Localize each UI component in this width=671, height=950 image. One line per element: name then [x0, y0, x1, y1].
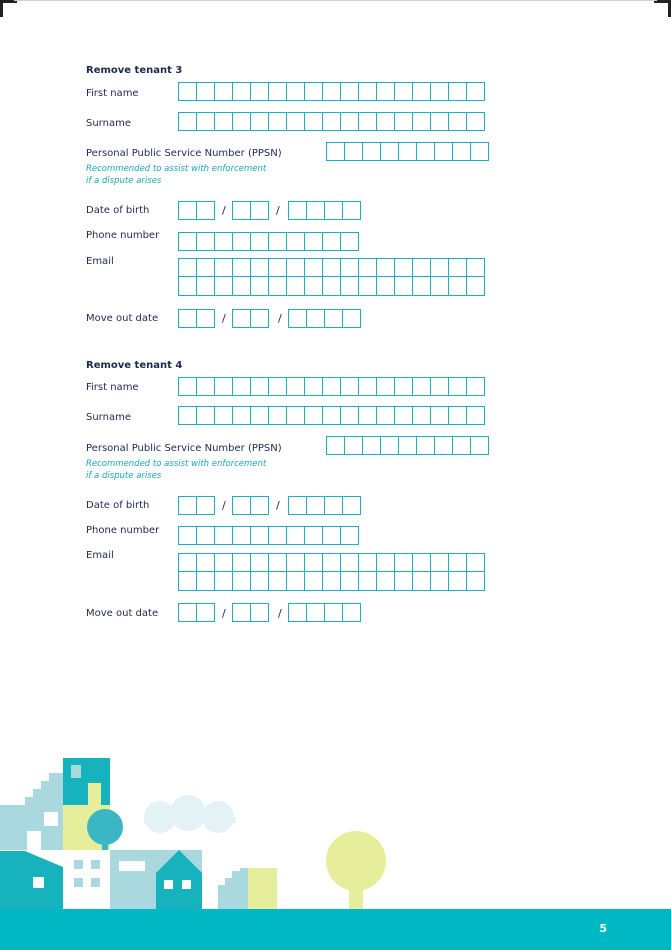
character-box[interactable]: [341, 553, 359, 572]
character-box[interactable]: [377, 82, 395, 101]
character-box[interactable]: [343, 603, 361, 622]
character-box[interactable]: [431, 406, 449, 425]
character-box[interactable]: [359, 82, 377, 101]
character-box[interactable]: [359, 572, 377, 591]
character-box[interactable]: [233, 258, 251, 277]
character-box[interactable]: [251, 603, 269, 622]
character-box[interactable]: [251, 258, 269, 277]
character-box[interactable]: [305, 112, 323, 131]
character-box[interactable]: [377, 572, 395, 591]
character-box[interactable]: [467, 258, 485, 277]
character-box[interactable]: [453, 436, 471, 455]
crop-mark-top-right: [654, 0, 671, 17]
character-box[interactable]: [435, 142, 453, 161]
character-box[interactable]: [325, 309, 343, 328]
tenant4-move-out-day[interactable]: [178, 603, 215, 622]
character-box[interactable]: [251, 496, 269, 515]
character-box[interactable]: [305, 277, 323, 296]
character-box[interactable]: [179, 82, 197, 101]
character-box[interactable]: [269, 526, 287, 545]
character-box[interactable]: [287, 406, 305, 425]
character-box[interactable]: [467, 82, 485, 101]
tenant4-surname-field[interactable]: [178, 406, 485, 425]
character-box[interactable]: [345, 142, 363, 161]
character-box[interactable]: [269, 377, 287, 396]
character-box[interactable]: [341, 258, 359, 277]
character-box[interactable]: [431, 572, 449, 591]
character-box[interactable]: [251, 406, 269, 425]
date-separator: /: [222, 607, 226, 620]
tenant4-email-field-row1[interactable]: [178, 553, 485, 572]
date-separator: /: [222, 312, 226, 325]
character-box[interactable]: [305, 82, 323, 101]
character-box[interactable]: [377, 258, 395, 277]
character-box[interactable]: [179, 201, 197, 220]
character-box[interactable]: [269, 232, 287, 251]
first-name-label: First name: [86, 382, 139, 393]
character-box[interactable]: [197, 82, 215, 101]
character-box[interactable]: [467, 553, 485, 572]
crop-mark-top-left: [0, 0, 17, 17]
character-box[interactable]: [289, 603, 307, 622]
tenant4-ppsn-field[interactable]: [326, 436, 489, 455]
character-box[interactable]: [395, 82, 413, 101]
tenant3-email-field-row2[interactable]: [178, 277, 485, 296]
character-box[interactable]: [197, 406, 215, 425]
tenant3-dob-year[interactable]: [288, 201, 361, 220]
character-box[interactable]: [179, 526, 197, 545]
character-box[interactable]: [179, 377, 197, 396]
character-box[interactable]: [327, 142, 345, 161]
character-box[interactable]: [179, 309, 197, 328]
character-box[interactable]: [287, 377, 305, 396]
character-box[interactable]: [449, 572, 467, 591]
character-box[interactable]: [179, 406, 197, 425]
character-box[interactable]: [359, 277, 377, 296]
character-box[interactable]: [197, 112, 215, 131]
character-box[interactable]: [215, 258, 233, 277]
character-box[interactable]: [323, 258, 341, 277]
character-box[interactable]: [307, 309, 325, 328]
character-box[interactable]: [413, 377, 431, 396]
character-box[interactable]: [323, 232, 341, 251]
character-box[interactable]: [467, 406, 485, 425]
tenant4-first-name-field[interactable]: [178, 377, 485, 396]
footer-band: [0, 909, 671, 950]
character-box[interactable]: [233, 277, 251, 296]
character-box[interactable]: [233, 112, 251, 131]
character-box[interactable]: [197, 377, 215, 396]
character-box[interactable]: [471, 142, 489, 161]
character-box[interactable]: [395, 377, 413, 396]
character-box[interactable]: [323, 82, 341, 101]
character-box[interactable]: [341, 232, 359, 251]
tenant4-dob-day[interactable]: [178, 496, 215, 515]
character-box[interactable]: [197, 309, 215, 328]
character-box[interactable]: [341, 112, 359, 131]
character-box[interactable]: [251, 112, 269, 131]
character-box[interactable]: [251, 526, 269, 545]
character-box[interactable]: [289, 496, 307, 515]
character-box[interactable]: [467, 377, 485, 396]
surname-label: Surname: [86, 118, 131, 129]
tenant3-move-out-day[interactable]: [178, 309, 215, 328]
tenant3-ppsn-field[interactable]: [326, 142, 489, 161]
character-box[interactable]: [345, 436, 363, 455]
first-name-label: First name: [86, 88, 139, 99]
character-box[interactable]: [287, 258, 305, 277]
character-box[interactable]: [467, 112, 485, 131]
date-separator: /: [222, 204, 226, 217]
character-box[interactable]: [269, 553, 287, 572]
character-box[interactable]: [269, 258, 287, 277]
ppsn-note-line1: Recommended to assist with enforcement: [86, 459, 267, 469]
ppsn-note-line2: if a dispute arises: [86, 176, 162, 186]
character-box[interactable]: [305, 232, 323, 251]
character-box[interactable]: [381, 436, 399, 455]
character-box[interactable]: [179, 258, 197, 277]
character-box[interactable]: [307, 496, 325, 515]
character-box[interactable]: [215, 572, 233, 591]
character-box[interactable]: [413, 112, 431, 131]
character-box[interactable]: [215, 526, 233, 545]
character-box[interactable]: [381, 142, 399, 161]
character-box[interactable]: [341, 82, 359, 101]
phone-number-label: Phone number: [86, 230, 160, 241]
character-box[interactable]: [323, 377, 341, 396]
character-box[interactable]: [215, 406, 233, 425]
character-box[interactable]: [305, 258, 323, 277]
character-box[interactable]: [467, 277, 485, 296]
date-separator: /: [276, 499, 280, 512]
character-box[interactable]: [377, 112, 395, 131]
character-box[interactable]: [179, 232, 197, 251]
character-box[interactable]: [215, 277, 233, 296]
tenant3-move-out-month[interactable]: [232, 309, 269, 328]
character-box[interactable]: [233, 572, 251, 591]
character-box[interactable]: [251, 201, 269, 220]
character-box[interactable]: [343, 309, 361, 328]
character-box[interactable]: [305, 572, 323, 591]
character-box[interactable]: [269, 572, 287, 591]
tenant3-dob-day[interactable]: [178, 201, 215, 220]
date-separator: /: [276, 204, 280, 217]
character-box[interactable]: [305, 553, 323, 572]
character-box[interactable]: [197, 553, 215, 572]
character-box[interactable]: [363, 142, 381, 161]
character-box[interactable]: [363, 436, 381, 455]
character-box[interactable]: [289, 201, 307, 220]
character-box[interactable]: [343, 201, 361, 220]
character-box[interactable]: [377, 277, 395, 296]
character-box[interactable]: [197, 603, 215, 622]
character-box[interactable]: [325, 496, 343, 515]
section-title-tenant-3: Remove tenant 3: [86, 65, 183, 76]
character-box[interactable]: [251, 309, 269, 328]
character-box[interactable]: [215, 377, 233, 396]
page-number: 5: [599, 922, 607, 935]
character-box[interactable]: [395, 258, 413, 277]
character-box[interactable]: [359, 406, 377, 425]
character-box[interactable]: [215, 553, 233, 572]
tenant4-move-out-month[interactable]: [232, 603, 269, 622]
character-box[interactable]: [431, 553, 449, 572]
character-box[interactable]: [269, 406, 287, 425]
character-box[interactable]: [233, 201, 251, 220]
move-out-date-label: Move out date: [86, 608, 159, 619]
character-box[interactable]: [395, 112, 413, 131]
tenant4-dob-year[interactable]: [288, 496, 361, 515]
character-box[interactable]: [251, 232, 269, 251]
character-box[interactable]: [233, 377, 251, 396]
character-box[interactable]: [287, 277, 305, 296]
character-box[interactable]: [449, 277, 467, 296]
tenant4-move-out-year[interactable]: [288, 603, 361, 622]
character-box[interactable]: [417, 436, 435, 455]
character-box[interactable]: [413, 406, 431, 425]
character-box[interactable]: [343, 496, 361, 515]
character-box[interactable]: [287, 526, 305, 545]
character-box[interactable]: [431, 82, 449, 101]
character-box[interactable]: [233, 553, 251, 572]
character-box[interactable]: [325, 603, 343, 622]
character-box[interactable]: [197, 258, 215, 277]
character-box[interactable]: [449, 406, 467, 425]
character-box[interactable]: [233, 526, 251, 545]
character-box[interactable]: [431, 277, 449, 296]
character-box[interactable]: [251, 553, 269, 572]
character-box[interactable]: [431, 112, 449, 131]
character-box[interactable]: [269, 112, 287, 131]
page-top-border: [14, 0, 657, 1]
character-box[interactable]: [215, 82, 233, 101]
character-box[interactable]: [341, 572, 359, 591]
character-box[interactable]: [197, 201, 215, 220]
character-box[interactable]: [179, 112, 197, 131]
character-box[interactable]: [323, 406, 341, 425]
character-box[interactable]: [359, 553, 377, 572]
character-box[interactable]: [179, 572, 197, 591]
ppsn-note-line2: if a dispute arises: [86, 471, 162, 481]
character-box[interactable]: [395, 406, 413, 425]
tenant3-phone-field[interactable]: [178, 232, 359, 251]
date-of-birth-label: Date of birth: [86, 500, 150, 511]
character-box[interactable]: [399, 142, 417, 161]
character-box[interactable]: [449, 112, 467, 131]
character-box[interactable]: [233, 309, 251, 328]
character-box[interactable]: [341, 406, 359, 425]
character-box[interactable]: [413, 258, 431, 277]
character-box[interactable]: [453, 142, 471, 161]
character-box[interactable]: [269, 277, 287, 296]
character-box[interactable]: [323, 572, 341, 591]
character-box[interactable]: [197, 277, 215, 296]
character-box[interactable]: [395, 277, 413, 296]
character-box[interactable]: [287, 82, 305, 101]
character-box[interactable]: [323, 553, 341, 572]
character-box[interactable]: [323, 112, 341, 131]
character-box[interactable]: [395, 572, 413, 591]
character-box[interactable]: [323, 277, 341, 296]
character-box[interactable]: [251, 377, 269, 396]
tenant4-dob-month[interactable]: [232, 496, 269, 515]
move-out-date-label: Move out date: [86, 313, 159, 324]
ppsn-label: Personal Public Service Number (PPSN): [86, 443, 282, 454]
character-box[interactable]: [287, 112, 305, 131]
character-box[interactable]: [197, 526, 215, 545]
character-box[interactable]: [395, 553, 413, 572]
character-box[interactable]: [233, 603, 251, 622]
character-box[interactable]: [413, 277, 431, 296]
tenant3-surname-field[interactable]: [178, 112, 485, 131]
character-box[interactable]: [305, 406, 323, 425]
character-box[interactable]: [287, 572, 305, 591]
phone-number-label: Phone number: [86, 525, 160, 536]
character-box[interactable]: [377, 377, 395, 396]
email-label: Email: [86, 550, 114, 561]
character-box[interactable]: [323, 526, 341, 545]
character-box[interactable]: [377, 406, 395, 425]
tenant3-move-out-year[interactable]: [288, 309, 361, 328]
character-box[interactable]: [413, 572, 431, 591]
character-box[interactable]: [327, 436, 345, 455]
character-box[interactable]: [287, 232, 305, 251]
date-separator: /: [278, 312, 282, 325]
date-of-birth-label: Date of birth: [86, 205, 150, 216]
character-box[interactable]: [359, 112, 377, 131]
character-box[interactable]: [341, 277, 359, 296]
character-box[interactable]: [197, 572, 215, 591]
character-box[interactable]: [233, 406, 251, 425]
character-box[interactable]: [251, 572, 269, 591]
character-box[interactable]: [413, 82, 431, 101]
character-box[interactable]: [289, 309, 307, 328]
character-box[interactable]: [359, 258, 377, 277]
character-box[interactable]: [435, 436, 453, 455]
character-box[interactable]: [251, 82, 269, 101]
tenant3-first-name-field[interactable]: [178, 82, 485, 101]
character-box[interactable]: [197, 232, 215, 251]
character-box[interactable]: [179, 496, 197, 515]
date-separator: /: [278, 607, 282, 620]
character-box[interactable]: [449, 377, 467, 396]
character-box[interactable]: [269, 82, 287, 101]
character-box[interactable]: [431, 377, 449, 396]
ppsn-note-line1: Recommended to assist with enforcement: [86, 164, 267, 174]
tenant3-dob-month[interactable]: [232, 201, 269, 220]
character-box[interactable]: [413, 553, 431, 572]
character-box[interactable]: [233, 496, 251, 515]
character-box[interactable]: [377, 553, 395, 572]
tenant3-email-field-row1[interactable]: [178, 258, 485, 277]
email-label: Email: [86, 256, 114, 267]
character-box[interactable]: [359, 377, 377, 396]
section-title-tenant-4: Remove tenant 4: [86, 360, 183, 371]
character-box[interactable]: [467, 572, 485, 591]
character-box[interactable]: [251, 277, 269, 296]
character-box[interactable]: [341, 377, 359, 396]
character-box[interactable]: [215, 112, 233, 131]
character-box[interactable]: [179, 553, 197, 572]
character-box[interactable]: [341, 526, 359, 545]
character-box[interactable]: [179, 277, 197, 296]
character-box[interactable]: [233, 82, 251, 101]
character-box[interactable]: [287, 553, 305, 572]
character-box[interactable]: [197, 496, 215, 515]
character-box[interactable]: [179, 603, 197, 622]
surname-label: Surname: [86, 412, 131, 423]
character-box[interactable]: [305, 526, 323, 545]
character-box[interactable]: [449, 82, 467, 101]
character-box[interactable]: [307, 603, 325, 622]
character-box[interactable]: [305, 377, 323, 396]
character-box[interactable]: [215, 232, 233, 251]
character-box[interactable]: [471, 436, 489, 455]
character-box[interactable]: [449, 258, 467, 277]
tenant4-email-field-row2[interactable]: [178, 572, 485, 591]
character-box[interactable]: [399, 436, 417, 455]
character-box[interactable]: [325, 201, 343, 220]
date-separator: /: [222, 499, 226, 512]
character-box[interactable]: [449, 553, 467, 572]
character-box[interactable]: [307, 201, 325, 220]
character-box[interactable]: [417, 142, 435, 161]
character-box[interactable]: [431, 258, 449, 277]
tenant4-phone-field[interactable]: [178, 526, 359, 545]
cloud-icon: [144, 795, 236, 833]
ppsn-label: Personal Public Service Number (PPSN): [86, 148, 282, 159]
character-box[interactable]: [233, 232, 251, 251]
